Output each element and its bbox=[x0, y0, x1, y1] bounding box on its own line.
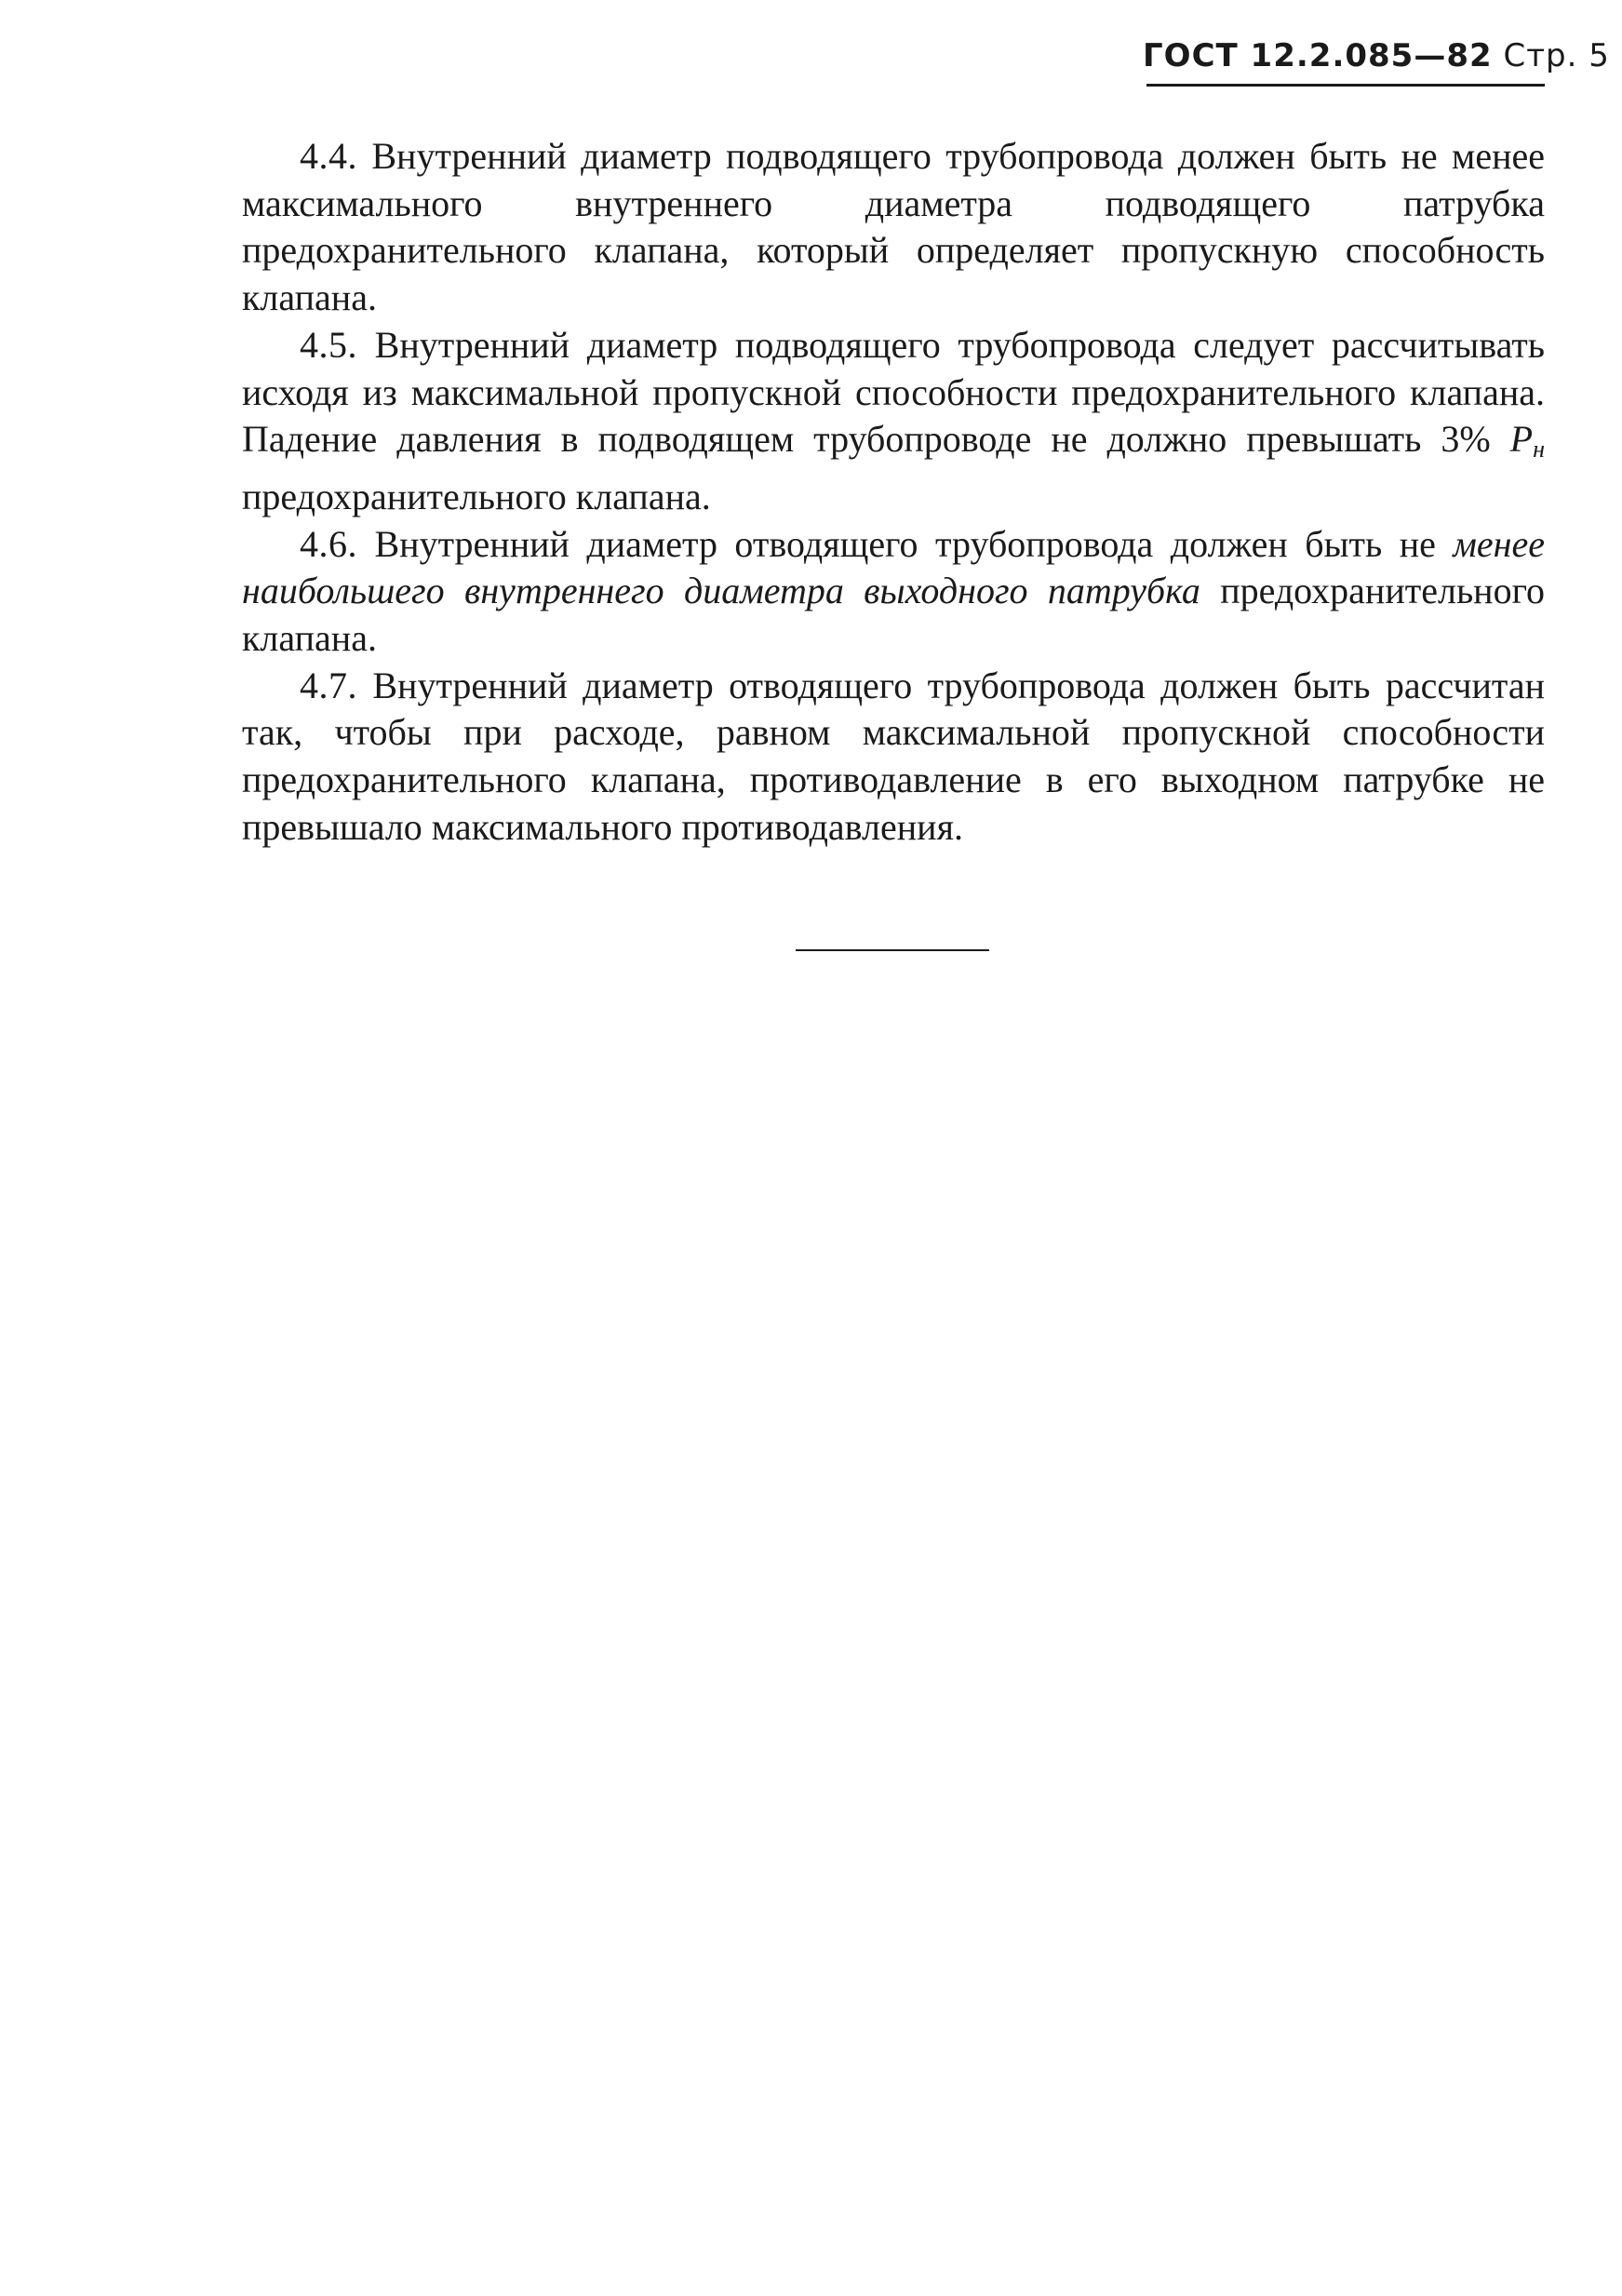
paragraph-text: Внутренний диаметр отводящего трубопровода должен быть не bbox=[374, 522, 1436, 565]
standard-designation: ГОСТ 12.2.085—82 bbox=[1143, 37, 1493, 74]
paragraph-text-italic: менее наибольшего внутреннего диаметра выходного патрубка bbox=[242, 522, 1546, 612]
paragraph-4-5 bbox=[242, 322, 1545, 521]
paragraph-4-6 bbox=[242, 521, 1545, 663]
page-number: Стр. 5 bbox=[1503, 37, 1610, 74]
document-body bbox=[242, 133, 1545, 852]
paragraph-text: Внутренний диаметр подводящего трубопровода должен быть не менее максимального внутреннего диаметра подводящего патрубка предохранительного клапана, который определяет пропускную способность клапана. bbox=[242, 135, 1545, 319]
pressure-symbol-subscript: н bbox=[1533, 436, 1546, 463]
paragraph-4-4 bbox=[242, 133, 1545, 322]
paragraph-4-7 bbox=[242, 663, 1545, 852]
paragraph-number: 4.7. bbox=[300, 664, 357, 706]
page-header bbox=[1143, 37, 1610, 74]
header-rule bbox=[1146, 84, 1545, 87]
end-of-text-rule bbox=[796, 949, 989, 951]
paragraph-number: 4.6. bbox=[300, 522, 357, 565]
pressure-symbol-letter: P bbox=[1509, 418, 1534, 461]
pressure-symbol bbox=[1509, 418, 1546, 463]
paragraph-number: 4.4. bbox=[300, 135, 357, 177]
paragraph-text-end: предохранительного клапана. bbox=[242, 570, 1545, 660]
paragraph-text: Внутренний диаметр подводящего трубопровода следует рассчитывать исходя из максимальной пропускной способности предохранительного клапана. Падение давления в подводящем трубопроводе не должно превышать 3% bbox=[242, 323, 1546, 461]
paragraph-text: Внутренний диаметр отводящего трубопровода должен быть рассчитан так, чтобы при расходе, равном максимальной пропускной способности предохранительного клапана, противодавление в его выходном патрубке не превышало максимального противодавления. bbox=[242, 664, 1546, 848]
paragraph-text-end: предохранительного клапана. bbox=[242, 475, 711, 517]
paragraph-number: 4.5. bbox=[300, 323, 357, 366]
